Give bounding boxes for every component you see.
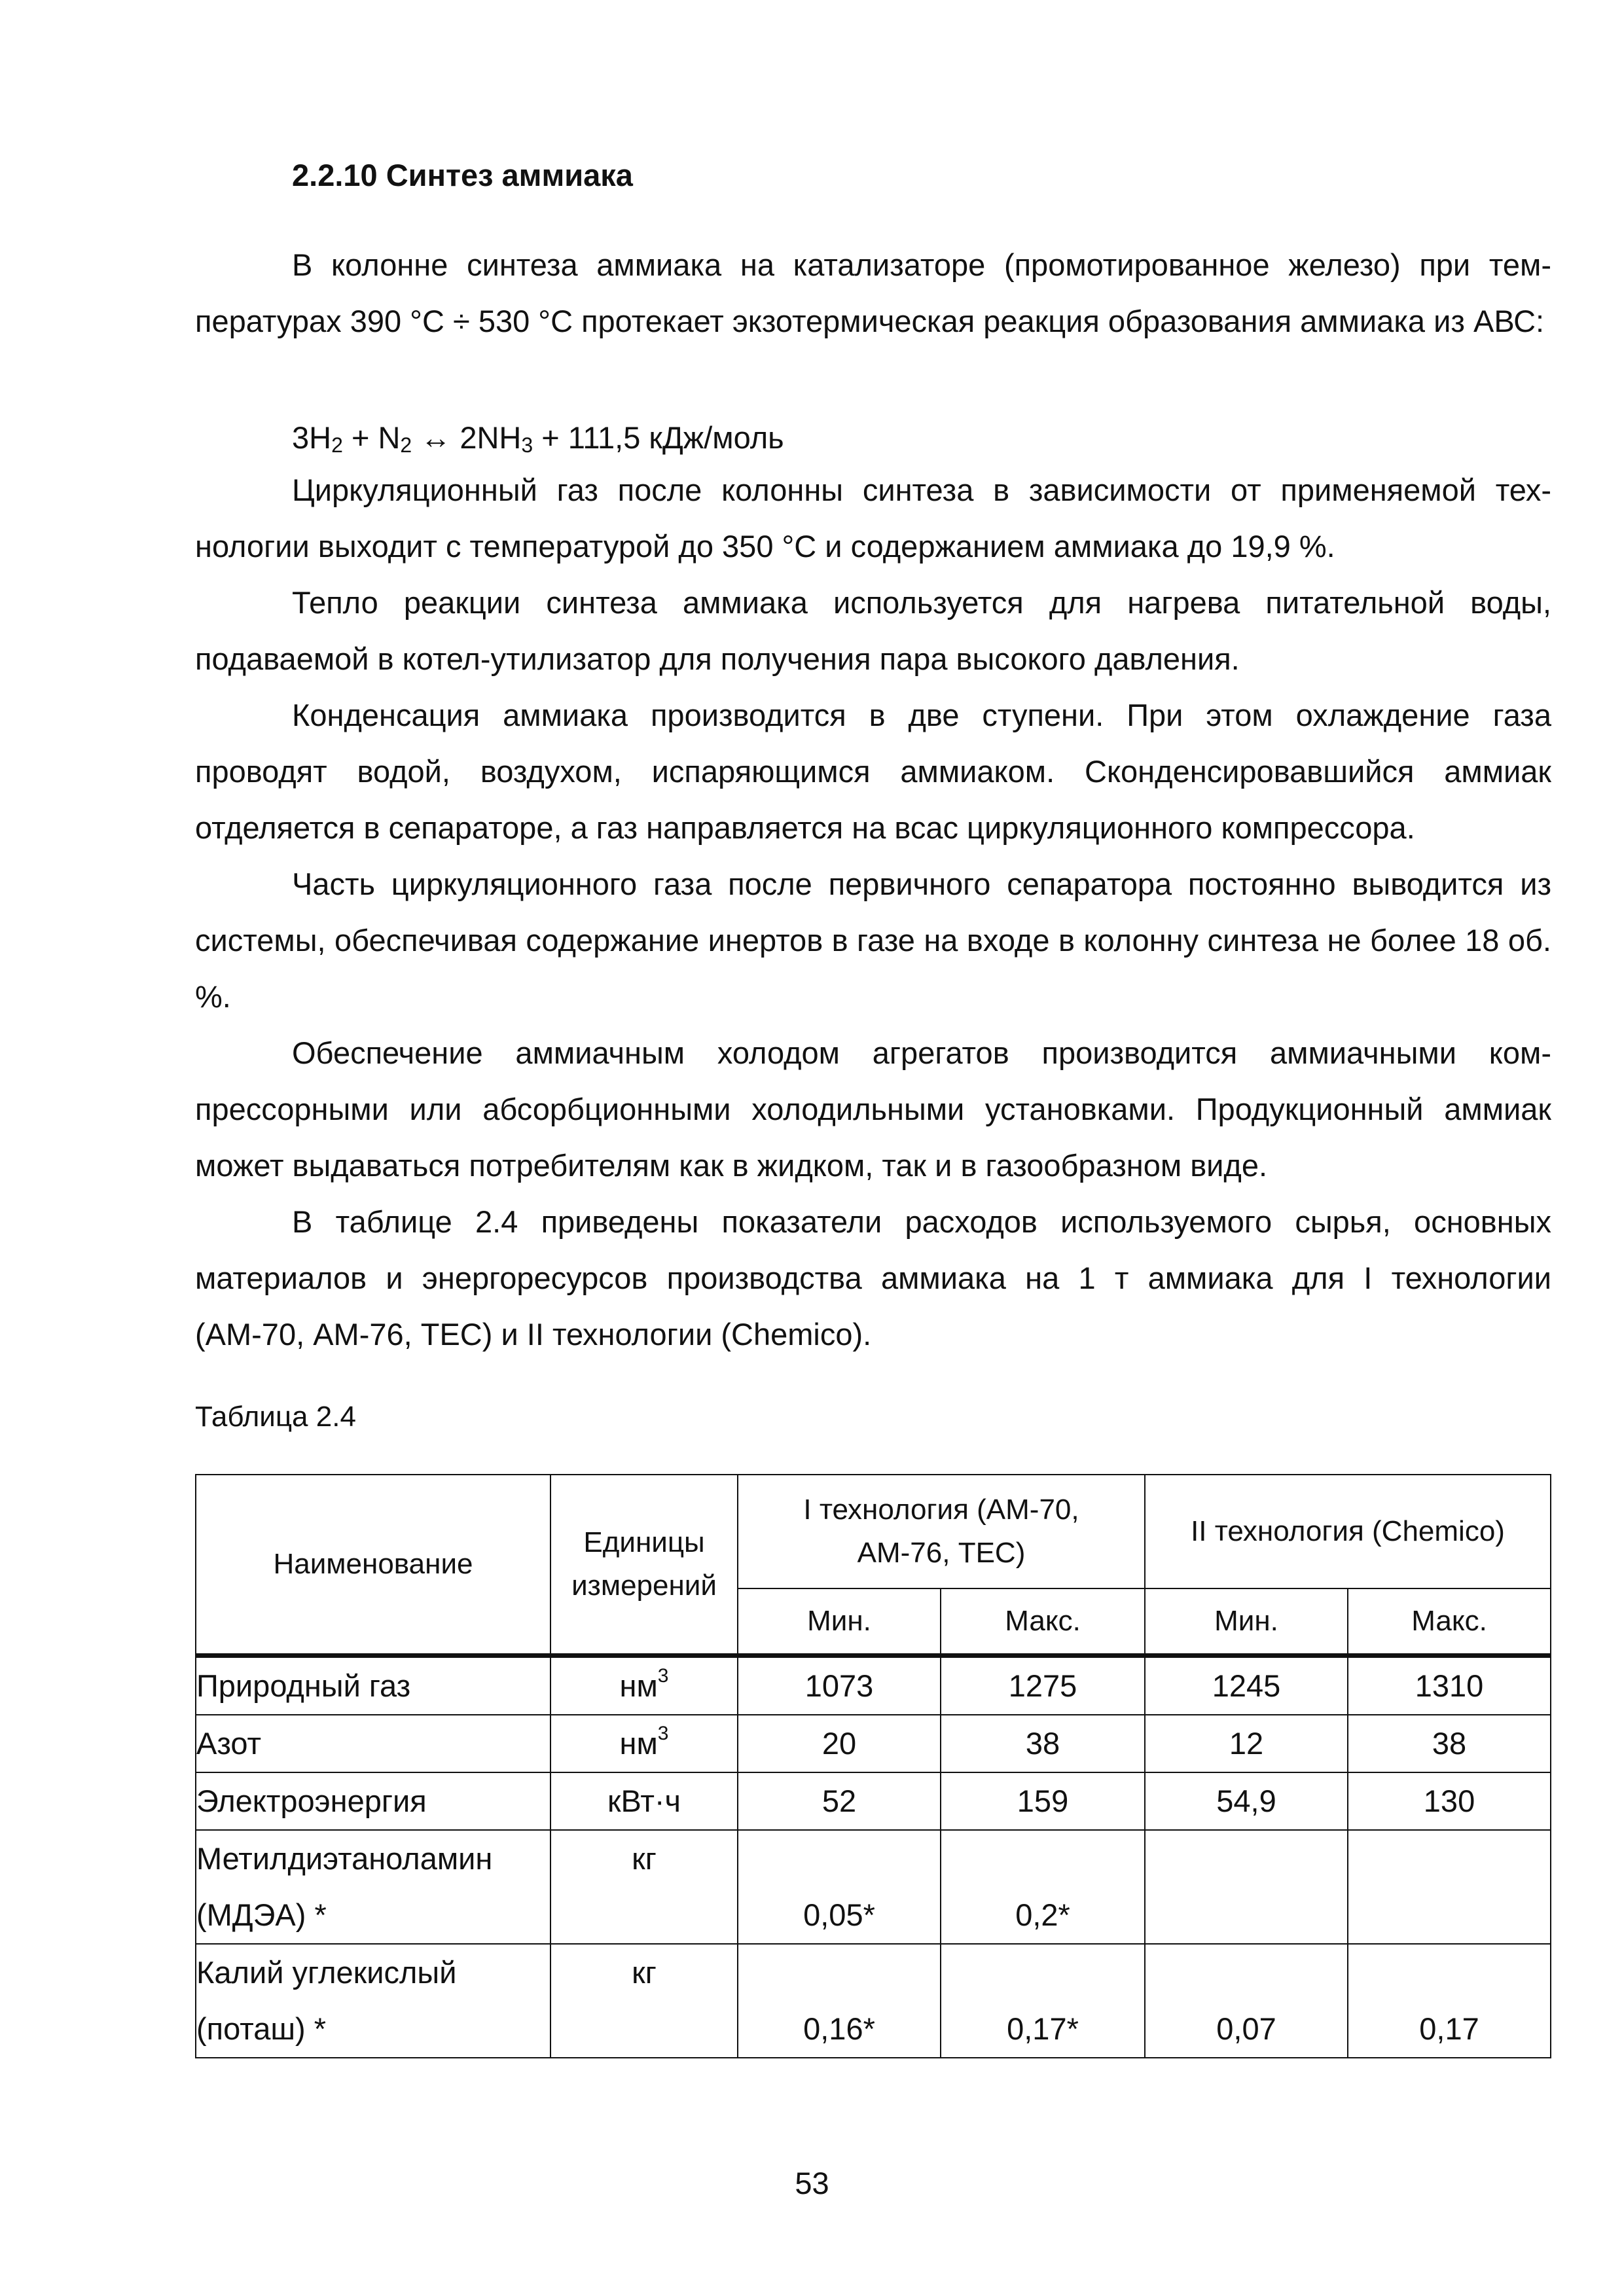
table-row xyxy=(196,1944,1551,2058)
row-name: Азот xyxy=(196,1715,550,1772)
paragraph-refrigeration: Обеспечение аммиачным холодом агрегатов производится аммиачными компрессорными или абсорбционными холодильными установками. Продукционный аммиак может выдаваться потребителям как в жидком, так и в газообразном виде. xyxy=(195,1035,1551,1183)
row-unit xyxy=(550,1656,738,1715)
row-tech1-min: 0,05* xyxy=(738,1830,941,1944)
section-heading: 2.2.10 Синтез аммиака xyxy=(292,158,633,192)
table-row xyxy=(196,1830,1551,1944)
paragraph-table-intro: В таблице 2.4 приведены показатели расходов используемого сырья, основных материалов и энергоресурсов производства аммиака на 1 т аммиака для I технологии (АМ-70, АМ-76, ТЕС) и II технологии (Chemico). xyxy=(195,1204,1551,1352)
row-tech2-min: 0,07 xyxy=(1145,1944,1348,2058)
row-tech1-min: 1073 xyxy=(738,1656,941,1715)
row-unit-text: нм xyxy=(619,1726,658,1761)
header-unit-line1: Единицы xyxy=(583,1526,705,1558)
row-tech2-max xyxy=(1348,1830,1551,1944)
row-name: Природный газ xyxy=(196,1656,550,1715)
header-tech1-max: Макс. xyxy=(941,1588,1145,1656)
row-name: Электроэнергия xyxy=(196,1772,550,1830)
equation-energy: + 111,5 кДж/моль xyxy=(533,420,784,455)
page-number: 53 xyxy=(795,2166,829,2200)
row-tech2-max: 0,17 xyxy=(1348,1944,1551,2058)
header-tech2-min: Мин. xyxy=(1145,1588,1348,1656)
equation-nh3-subscript: 3 xyxy=(521,433,533,457)
row-name-line2: (МДЭА) * xyxy=(196,1897,327,1932)
row-tech1-min: 0,16* xyxy=(738,1944,941,2058)
equation-h2: 3H xyxy=(292,420,332,455)
row-name-line1: Калий углекислый xyxy=(196,1955,457,1990)
row-tech1-max: 38 xyxy=(941,1715,1145,1772)
row-unit: кг xyxy=(550,1944,738,2058)
row-tech1-min: 20 xyxy=(738,1715,941,1772)
row-unit-text: нм xyxy=(619,1668,658,1703)
header-unit-line2: измерений xyxy=(571,1570,717,1602)
header-technology-1-line1: I технология (АМ-70, xyxy=(803,1494,1079,1526)
equation-h2-subscript: 2 xyxy=(331,433,343,457)
row-tech2-min: 1245 xyxy=(1145,1656,1348,1715)
row-tech2-min: 12 xyxy=(1145,1715,1348,1772)
paragraph-intro: В колонне синтеза аммиака на катализаторе (промотированное железо) при температурах 390 °C ÷ 530 °C протекает экзотермическая реакция образования аммиака из АВС: xyxy=(195,247,1551,338)
row-unit-superscript: 3 xyxy=(657,1665,669,1687)
header-unit xyxy=(550,1475,738,1656)
paragraph-condensation: Конденсация аммиака производится в две ступени. При этом охлаждение газа проводят водой, воздухом, испаряющимся аммиаком. Сконденсировавшийся аммиак отделяется в сепараторе, а газ направляется на всас циркуляционного компрессора. xyxy=(195,698,1551,845)
equation-n2: + N xyxy=(342,420,401,455)
equation-n2-subscript: 2 xyxy=(400,433,412,457)
row-unit xyxy=(550,1715,738,1772)
header-technology-1 xyxy=(738,1475,1145,1588)
paragraph-circulation-gas: Циркуляционный газ после колонны синтеза в зависимости от применяемой технологии выходит с температурой до 350 °С и содержанием аммиака до 19,9 %. xyxy=(195,473,1551,564)
table-row xyxy=(196,1772,1551,1830)
row-tech2-max: 38 xyxy=(1348,1715,1551,1772)
table-caption: Таблица 2.4 xyxy=(195,1401,356,1433)
row-name xyxy=(196,1944,550,2058)
paragraph-reaction-heat: Тепло реакции синтеза аммиака используется для нагрева питательной воды, подаваемой в котел-утилизатор для получения пара высокого давления. xyxy=(195,585,1551,676)
table-row xyxy=(196,1715,1551,1772)
header-tech1-min: Мин. xyxy=(738,1588,941,1656)
row-tech1-max: 1275 xyxy=(941,1656,1145,1715)
row-tech1-max: 159 xyxy=(941,1772,1145,1830)
row-tech2-max: 130 xyxy=(1348,1772,1551,1830)
paragraph-purge: Часть циркуляционного газа после первичного сепаратора постоянно выводится из системы, обеспечивая содержание инертов в газе на входе в колонну синтеза не более 18 об. %. xyxy=(195,867,1551,1014)
table-row xyxy=(196,1656,1551,1715)
equation-nh3: ↔ 2NH xyxy=(412,420,522,455)
header-tech2-max: Макс. xyxy=(1348,1588,1551,1656)
header-name: Наименование xyxy=(196,1475,550,1656)
row-tech2-max: 1310 xyxy=(1348,1656,1551,1715)
row-unit: кг xyxy=(550,1830,738,1944)
row-name-line1: Метилдиэтаноламин xyxy=(196,1841,493,1876)
reaction-equation xyxy=(292,410,784,466)
row-unit: кВт·ч xyxy=(550,1772,738,1830)
row-tech1-max: 0,17* xyxy=(941,1944,1145,2058)
row-unit-superscript: 3 xyxy=(657,1723,669,1744)
row-tech1-max: 0,2* xyxy=(941,1830,1145,1944)
row-name xyxy=(196,1830,550,1944)
header-technology-1-line2: АМ-76, ТЕС) xyxy=(857,1537,1026,1569)
row-tech1-min: 52 xyxy=(738,1772,941,1830)
row-name-line2: (поташ) * xyxy=(196,2011,327,2046)
row-tech2-min: 54,9 xyxy=(1145,1772,1348,1830)
header-technology-2: II технология (Chemico) xyxy=(1145,1475,1551,1588)
row-tech2-min xyxy=(1145,1830,1348,1944)
consumption-table xyxy=(195,1474,1551,2058)
